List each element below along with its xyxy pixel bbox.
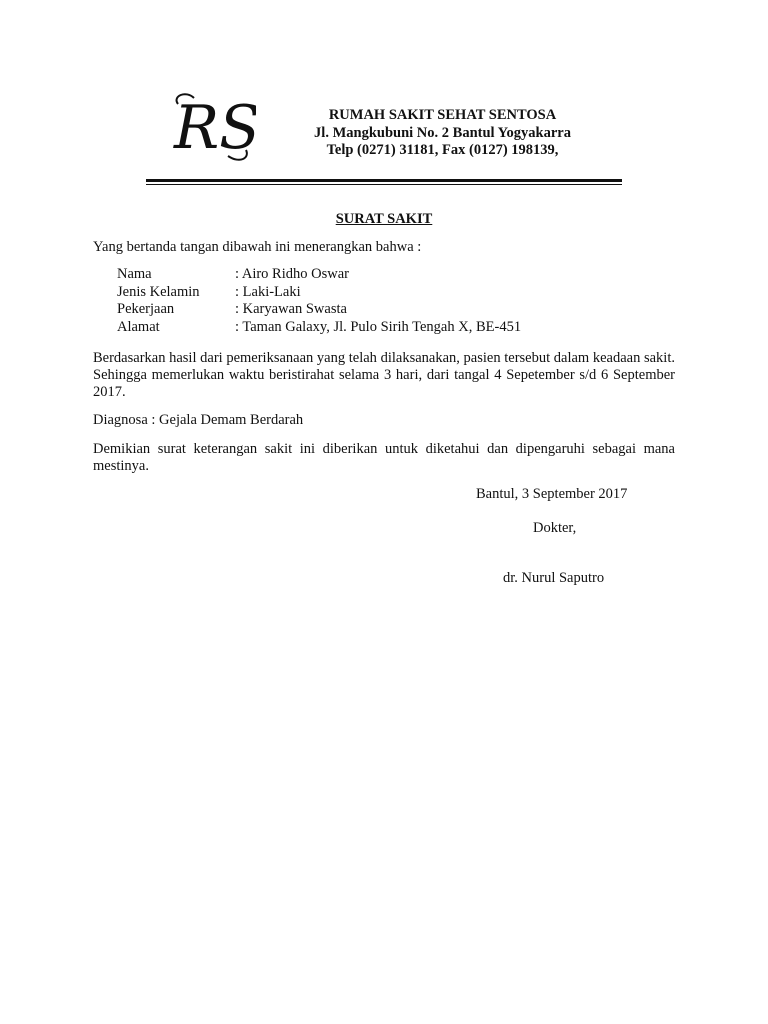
field-value: : Laki-Laki (235, 283, 301, 300)
institution-contact: Telp (0271) 31181, Fax (0127) 198139, (326, 142, 559, 158)
letterhead (290, 107, 595, 160)
logo-monogram-text: RS (174, 93, 256, 163)
signatory-role: Dokter, (533, 520, 577, 536)
field-label: Jenis Kelamin (117, 283, 200, 300)
field-label: Pekerjaan (117, 301, 175, 317)
place-date: Bantul, 3 September 2017 (476, 486, 628, 502)
examination-result-paragraph: Berdasarkan hasil dari pemeriksanaan yang telah dilaksanakan, pasien tersebut dalam keadaan sakit. Sehingga memerlukan waktu beristirahat selama 3 hari, dari tangal 4 Sepetember s/d 6 September 2017. (93, 350, 675, 400)
field-row-occupation (117, 301, 521, 319)
field-row-name (117, 266, 521, 284)
field-row-address (117, 319, 521, 337)
document-title: SURAT SAKIT (335, 211, 433, 227)
field-value: : Taman Galaxy, Jl. Pulo Sirih Tengah X, BE-451 (235, 318, 522, 335)
patient-details (117, 266, 521, 336)
institution-address: Jl. Mangkubuni No. 2 Bantul Yogyakarra (314, 124, 571, 141)
hospital-logo (168, 86, 256, 170)
field-value: : Airo Ridho Oswar (235, 266, 349, 282)
field-value: : Karyawan Swasta (235, 301, 347, 317)
field-row-gender (117, 284, 521, 302)
letterhead-divider-thick (146, 179, 622, 182)
letterhead-divider-thin (146, 184, 622, 185)
institution-name: RUMAH SAKIT SEHAT SENTOSA (328, 107, 557, 123)
field-label: Alamat (117, 318, 160, 335)
field-label: Nama (117, 266, 152, 282)
closing-paragraph: Demikian surat keterangan sakit ini diberikan untuk diketahui dan dipengaruhi sebagai mana mestinya. (93, 441, 675, 474)
diagnosis-text: Diagnosa : Gejala Demam Berdarah (93, 412, 304, 428)
rs-monogram-icon (168, 86, 256, 170)
intro-text: Yang bertanda tangan dibawah ini menerangkan bahwa : (93, 239, 422, 255)
signatory-name: dr. Nurul Saputro (503, 570, 605, 586)
